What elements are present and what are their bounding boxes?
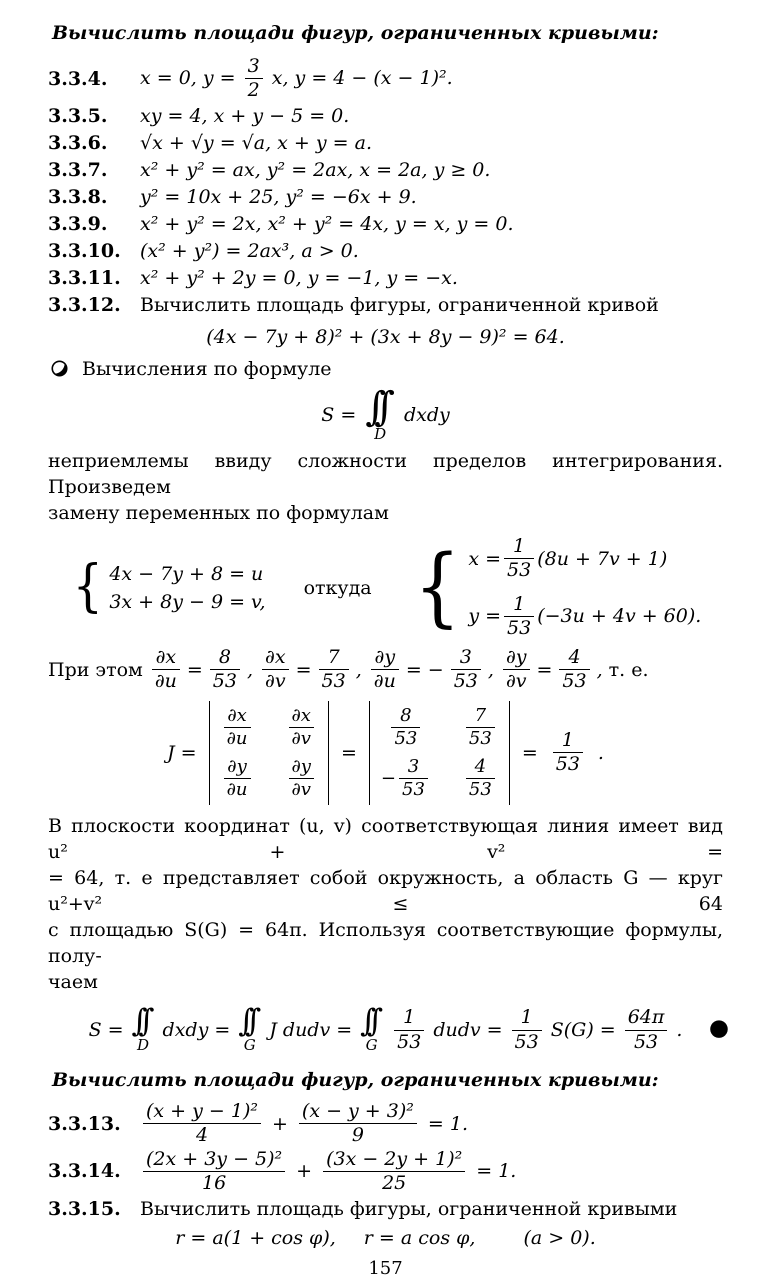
equals-sign: =	[521, 741, 538, 764]
denominator: ∂v	[503, 669, 530, 692]
left-brace: {	[413, 537, 461, 638]
problem-row-3-3-6	[48, 131, 723, 156]
numerator: ∂x	[265, 646, 286, 669]
numerator: 1	[520, 1006, 533, 1029]
integral-limit: D	[374, 424, 387, 443]
derivative-item	[259, 647, 362, 693]
numerator: 1	[513, 535, 526, 558]
problem-formula: √x + √y = √a, x + y = a.	[140, 132, 372, 155]
separator: ,	[487, 658, 494, 681]
display-formula-3-3-12: (4x − 7y + 8)² + (3x + 8y − 9)² = 64.	[206, 325, 565, 348]
derivative-item	[368, 647, 494, 693]
numerator: (x − y + 3)²	[301, 1100, 414, 1123]
matrix-cell	[381, 757, 431, 800]
equation-system	[48, 536, 723, 639]
solution-end-icon: ●	[708, 1015, 729, 1042]
equals-sign: =	[214, 1019, 231, 1042]
equals-text: = 1.	[427, 1112, 468, 1135]
equals-sign: =	[186, 658, 203, 681]
matrix-cell	[224, 757, 251, 800]
paragraph-line: неприемлемы ввиду сложности пределов интегрирования. Произведем	[48, 450, 723, 499]
denominator: ∂v	[262, 669, 289, 692]
jacobian-lhs: J =	[167, 741, 197, 764]
formula-text: dxdy	[162, 1019, 209, 1042]
double-integral	[238, 1003, 261, 1054]
problem-row-3-3-10	[48, 239, 723, 264]
denominator: 53	[559, 669, 589, 692]
paragraph-line: замену переменных по формулам	[48, 502, 389, 525]
integral-sign: ∫∫	[131, 1003, 146, 1040]
solution-intro	[50, 358, 723, 380]
denominator: 9	[299, 1123, 417, 1146]
matrix-cell	[463, 757, 498, 800]
matrix-cell	[463, 706, 498, 749]
numerator: 3	[459, 646, 472, 669]
page-number: 157	[368, 1258, 403, 1279]
problem-row-3-3-8	[48, 185, 723, 210]
numerator: 7	[327, 646, 340, 669]
separator: ,	[246, 658, 254, 681]
fraction	[323, 1149, 465, 1195]
period: .	[676, 1019, 683, 1042]
derivative-fraction	[262, 647, 289, 693]
numerator: ∂y	[227, 755, 247, 777]
denominator: ∂u	[152, 669, 180, 692]
value-fraction	[451, 647, 481, 693]
formula-text: S =	[321, 403, 357, 426]
fraction	[143, 1149, 285, 1195]
denominator: ∂v	[289, 778, 314, 800]
problem-list-bottom	[48, 1101, 723, 1249]
denominator: 53	[504, 616, 534, 639]
problem-formula	[140, 1101, 468, 1147]
partial-derivatives-line	[48, 647, 723, 693]
numerator: ∂x	[227, 704, 247, 726]
value-fraction	[559, 647, 589, 693]
integral-limit: D	[137, 1035, 150, 1054]
determinant-symbolic	[209, 701, 329, 806]
value-fraction	[210, 647, 240, 693]
formula-text: dxdy	[403, 403, 450, 426]
equals-sign: =	[295, 658, 312, 681]
formula-segment: r = a(1 + cos φ),	[175, 1227, 336, 1250]
fraction	[394, 1007, 424, 1053]
denominator: 53	[399, 778, 428, 800]
denominator: 53	[451, 669, 481, 692]
fraction	[391, 706, 420, 749]
system-connector: откуда	[303, 576, 372, 599]
formula-text: (−3u + 4v + 60).	[537, 605, 702, 628]
numerator: 3	[407, 755, 420, 777]
fraction	[143, 1101, 261, 1147]
formula-text: S(G) =	[550, 1019, 616, 1042]
denominator: 25	[323, 1171, 465, 1194]
solution-start-icon	[50, 359, 69, 378]
numerator: 3	[247, 55, 260, 77]
numerator: 4	[474, 755, 487, 777]
double-integral	[131, 1003, 155, 1054]
equals-sign: = −	[405, 658, 444, 681]
denominator: 53	[319, 669, 349, 692]
denominator: 53	[466, 778, 495, 800]
problem-number: 3.3.6.	[48, 132, 108, 155]
final-formula	[48, 1003, 729, 1054]
numerator: ∂x	[291, 704, 311, 726]
matrix-cell	[224, 706, 251, 749]
equals-sign: =	[340, 741, 357, 764]
matrix-cell	[289, 757, 314, 800]
numerator: 4	[568, 646, 581, 669]
problem-formula	[140, 56, 453, 102]
fraction	[512, 1007, 542, 1053]
problem-formula: y² = 10x + 25, y² = −6x + 9.	[140, 186, 417, 209]
problem-number: 3.3.4.	[48, 67, 108, 90]
problem-number: 3.3.8.	[48, 186, 108, 209]
problem-number: 3.3.14.	[48, 1160, 121, 1183]
numerator: (2x + 3y − 5)²	[146, 1147, 283, 1170]
denominator: 53	[394, 1030, 424, 1053]
fraction	[504, 594, 534, 640]
section-heading-bottom: Вычислить площади фигур, ограниченных кривыми:	[52, 1069, 659, 1092]
period: .	[597, 741, 604, 764]
problem-row-3-3-4	[48, 56, 723, 102]
problem-row-3-3-12	[48, 293, 723, 318]
system-equation	[468, 594, 701, 640]
formula-text: y =	[468, 605, 502, 628]
solution-paragraph-2	[48, 813, 723, 995]
denominator: ∂v	[289, 727, 314, 749]
fraction	[504, 536, 534, 582]
problem-number: 3.3.7.	[48, 159, 108, 182]
problem-row-3-3-9	[48, 212, 723, 237]
denominator: 2	[245, 78, 263, 101]
matrix-cell	[388, 706, 423, 749]
problem-number: 3.3.13.	[48, 1112, 121, 1135]
denominator: 53	[512, 1030, 542, 1053]
denominator: 53	[625, 1030, 668, 1053]
integral-sign: ∫∫	[238, 1003, 252, 1040]
problem-number: 3.3.12.	[48, 294, 121, 317]
problem-row-3-3-14	[48, 1149, 723, 1195]
formula-text: dudv	[433, 1019, 481, 1042]
numerator: 1	[513, 592, 526, 615]
system-left	[70, 554, 266, 620]
problem-formula: x² + y² + 2y = 0, y = −1, y = −x.	[140, 267, 458, 290]
denominator: 4	[143, 1123, 261, 1146]
problem-number: 3.3.11.	[48, 267, 121, 290]
numerator: 64π	[627, 1006, 665, 1029]
solution-paragraph-1	[48, 448, 723, 526]
formula-text: J dudv	[269, 1019, 331, 1042]
paragraph-line: В плоскости координат (u, v) соответствующая линия имеет вид u² + v² =	[48, 815, 723, 864]
numerator: ∂y	[505, 646, 527, 669]
formula-text: x = 0, y =	[140, 66, 236, 89]
problem-formula: (x² + y²) = 2ax³, a > 0.	[140, 240, 359, 263]
equals-text: = 1.	[476, 1160, 517, 1183]
section-heading-top: Вычислить площади фигур, ограниченных кривыми:	[52, 22, 659, 44]
double-integral	[360, 1003, 383, 1054]
equals-sign: =	[486, 1019, 503, 1042]
fraction	[466, 706, 495, 749]
paragraph-line: чаем	[48, 971, 98, 994]
formula-text: (8u + 7v + 1)	[537, 547, 668, 570]
paragraph-line: с площадью S(G) = 64π. Используя соответствующие формулы, полу-	[48, 919, 723, 968]
denominator: ∂u	[224, 778, 251, 800]
integral-sign: ∫∫	[360, 1003, 374, 1040]
problem-list-top	[48, 56, 723, 348]
denominator: 53	[391, 727, 420, 749]
denominator: ∂u	[224, 727, 251, 749]
derivative-item	[500, 647, 603, 693]
fraction	[466, 757, 495, 800]
problem-number: 3.3.15.	[48, 1197, 121, 1220]
denominator: 53	[504, 558, 534, 581]
problem-row-3-3-5	[48, 104, 723, 129]
area-formula	[48, 383, 723, 443]
derivs-prefix: При этом	[48, 658, 143, 681]
left-brace: {	[72, 554, 103, 620]
problem-row-3-3-7	[48, 158, 723, 183]
numerator: ∂x	[155, 646, 177, 669]
denominator: ∂u	[371, 669, 399, 692]
separator: ,	[355, 658, 362, 681]
sign: −	[380, 768, 396, 790]
derivative-fraction	[503, 647, 530, 693]
plus-sign: +	[271, 1112, 288, 1135]
jacobian-equation	[48, 701, 723, 806]
integral-limit: G	[243, 1035, 256, 1054]
double-integral	[365, 383, 395, 443]
problem-formula: xy = 4, x + y − 5 = 0.	[140, 105, 350, 128]
integral-sign: ∫∫	[365, 383, 383, 430]
denominator: 16	[143, 1171, 285, 1194]
fraction	[245, 56, 263, 102]
system-rows	[109, 563, 265, 613]
problem-formula: x² + y² = ax, y² = 2ax, x = 2a, y ≥ 0.	[140, 159, 491, 182]
problem-row-3-3-13	[48, 1101, 723, 1147]
derivative-fraction	[152, 647, 180, 693]
fraction	[399, 757, 428, 800]
formula-text: x =	[468, 547, 501, 570]
denominator: 53	[466, 727, 495, 749]
numerator: 8	[400, 704, 412, 726]
problem-row-3-3-15	[48, 1196, 723, 1221]
derivative-item	[149, 647, 253, 693]
problem-formula	[140, 1149, 516, 1195]
paragraph-line: = 64, т. е представляет собой окружность, а область G — круг u²+v² ≤ 64	[48, 867, 723, 916]
numerator: 7	[474, 704, 487, 726]
solution-intro-text: Вычисления по формуле	[82, 357, 332, 380]
result-fraction	[553, 730, 583, 776]
numerator: (3x − 2y + 1)²	[326, 1147, 463, 1170]
value-fraction	[319, 647, 349, 693]
derivs-suffix: т. е.	[608, 658, 649, 681]
numerator: 8	[218, 646, 231, 669]
denominator: 53	[210, 669, 240, 692]
equals-sign: =	[536, 658, 553, 681]
problem-text: Вычислить площадь фигуры, ограниченной кривой	[140, 294, 659, 317]
equals-sign: =	[336, 1019, 353, 1042]
numerator: ∂y	[291, 755, 311, 777]
denominator: 53	[553, 752, 583, 775]
problem-text: Вычислить площадь фигуры, ограниченной кривыми	[140, 1197, 678, 1220]
problem-number: 3.3.5.	[48, 105, 108, 128]
problem-number: 3.3.9.	[48, 213, 108, 236]
problem-row-3-3-11	[48, 266, 723, 291]
system-rows	[468, 536, 701, 639]
system-equation: 3x + 8y − 9 = v,	[109, 590, 266, 613]
numerator: (x + y − 1)²	[146, 1100, 258, 1123]
derivative-fraction	[371, 647, 399, 693]
formula-segment: (a > 0).	[523, 1227, 596, 1250]
system-equation	[468, 536, 701, 582]
formula-text: S =	[88, 1019, 124, 1042]
problem-number: 3.3.10.	[48, 240, 121, 263]
numerator: 1	[561, 729, 574, 752]
system-right	[410, 536, 702, 639]
numerator: 1	[403, 1006, 416, 1029]
fraction	[625, 1007, 668, 1053]
problem-formula: x² + y² = 2x, x² + y² = 4x, y = x, y = 0.	[140, 213, 514, 236]
system-equation: 4x − 7y + 8 = u	[109, 562, 264, 585]
determinant-numeric	[369, 701, 510, 806]
formula-text: x, y = 4 − (x − 1)².	[271, 66, 453, 89]
formula-segment: r = a cos φ,	[363, 1227, 476, 1250]
separator: ,	[596, 658, 603, 681]
matrix-cell	[289, 706, 314, 749]
plus-sign: +	[296, 1160, 313, 1183]
fraction	[299, 1101, 417, 1147]
integral-limit: G	[365, 1035, 378, 1054]
display-formula-3-3-15	[48, 1227, 723, 1249]
numerator: ∂y	[374, 646, 396, 669]
